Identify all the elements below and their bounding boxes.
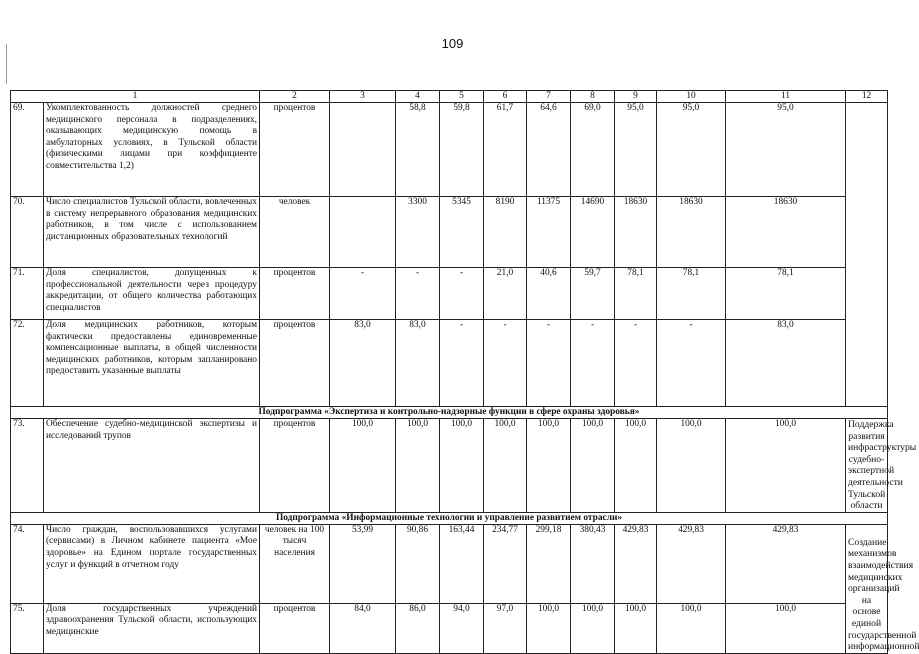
value-cell: 18630 xyxy=(726,197,846,268)
value-cell: 83,0 xyxy=(330,320,396,407)
value-cell xyxy=(330,103,396,197)
value-cell: 69,0 xyxy=(571,103,615,197)
subprogram-title: Подпрограмма «Информационные технологии и управление развитием отрасли» xyxy=(11,512,888,524)
value-cell: 100,0 xyxy=(657,419,726,513)
value-cell: 40,6 xyxy=(527,268,571,320)
indicator-name: Обеспечение судебно-медицинской экспертизы и исследований трупов xyxy=(44,419,260,513)
value-cell: 59,7 xyxy=(571,268,615,320)
value-cell: - xyxy=(484,320,527,407)
value-cell: 58,8 xyxy=(396,103,440,197)
value-cell: - xyxy=(527,320,571,407)
row-number: 71. xyxy=(11,268,44,320)
value-cell: - xyxy=(330,268,396,320)
value-cell: 299,18 xyxy=(527,524,571,603)
value-cell: 100,0 xyxy=(571,603,615,653)
table-row xyxy=(11,197,888,268)
column-header-row xyxy=(11,91,888,103)
indicator-name: Доля государственных учреждений здравоохранения Тульской области, использующих медицинские xyxy=(44,603,260,653)
value-cell: 14690 xyxy=(571,197,615,268)
value-cell: 100,0 xyxy=(396,419,440,513)
value-cell: 21,0 xyxy=(484,268,527,320)
value-cell: 100,0 xyxy=(527,603,571,653)
unit-cell: процентов xyxy=(260,268,330,320)
unit-cell: процентов xyxy=(260,603,330,653)
table-row xyxy=(11,603,888,653)
value-cell: - xyxy=(615,320,657,407)
value-cell: - xyxy=(440,320,484,407)
header-cell: 7 xyxy=(527,91,571,103)
value-cell: 100,0 xyxy=(615,603,657,653)
value-cell: 234,77 xyxy=(484,524,527,603)
binding-margin-mark xyxy=(6,44,7,84)
value-cell: 78,1 xyxy=(657,268,726,320)
value-cell: 61,7 xyxy=(484,103,527,197)
table-row xyxy=(11,103,888,197)
value-cell: 100,0 xyxy=(615,419,657,513)
indicator-name: Доля медицинских работников, которым фактически предоставлены единовременные компенсационные выплаты, в общей численности медицинских работников, которым запланировано предоставить указанные выплаты xyxy=(44,320,260,407)
expected-result: Создание механизмов взаимодействия медицинских организаций на основе единой государственной информационной xyxy=(846,524,888,653)
value-cell: 94,0 xyxy=(440,603,484,653)
value-cell: 100,0 xyxy=(726,419,846,513)
value-cell: 3300 xyxy=(396,197,440,268)
value-cell: 78,1 xyxy=(726,268,846,320)
value-cell: - xyxy=(396,268,440,320)
value-cell: 18630 xyxy=(657,197,726,268)
value-cell: 5345 xyxy=(440,197,484,268)
value-cell: 78,1 xyxy=(615,268,657,320)
value-cell: 100,0 xyxy=(440,419,484,513)
header-cell: 8 xyxy=(571,91,615,103)
value-cell: 95,0 xyxy=(726,103,846,197)
value-cell: 100,0 xyxy=(726,603,846,653)
table-row xyxy=(11,320,888,407)
value-cell: 64,6 xyxy=(527,103,571,197)
header-cell: 5 xyxy=(440,91,484,103)
value-cell: 429,83 xyxy=(726,524,846,603)
table-row xyxy=(11,524,888,603)
value-cell: 100,0 xyxy=(657,603,726,653)
value-cell: 97,0 xyxy=(484,603,527,653)
subprogram-row xyxy=(11,512,888,524)
value-cell: - xyxy=(440,268,484,320)
header-cell: 9 xyxy=(615,91,657,103)
value-cell: 8190 xyxy=(484,197,527,268)
value-cell: - xyxy=(571,320,615,407)
header-cell: 3 xyxy=(330,91,396,103)
value-cell: - xyxy=(657,320,726,407)
row-number: 72. xyxy=(11,320,44,407)
header-cell: 4 xyxy=(396,91,440,103)
value-cell: 84,0 xyxy=(330,603,396,653)
row-number: 70. xyxy=(11,197,44,268)
indicator-name: Число специалистов Тульской области, вовлеченных в систему непрерывного образования медицинских работников, в том числе с использованием дистанционных образовательных технологий xyxy=(44,197,260,268)
value-cell: 163,44 xyxy=(440,524,484,603)
value-cell: 95,0 xyxy=(615,103,657,197)
header-cell: 1 xyxy=(11,91,260,103)
table-row xyxy=(11,419,888,513)
unit-cell: человек xyxy=(260,197,330,268)
indicator-name: Укомплектованность должностей среднего медицинского персонала в подразделениях, оказывающих медицинскую помощь в амбулаторных условиях, в Тульской области (физическими лицами при коэффициенте совместительства 1,2) xyxy=(44,103,260,197)
value-cell: 90,86 xyxy=(396,524,440,603)
value-cell: 100,0 xyxy=(330,419,396,513)
unit-cell: процентов xyxy=(260,320,330,407)
result-cell-empty xyxy=(846,103,888,407)
subprogram-title: Подпрограмма «Экспертиза и контрольно-надзорные функции в сфере охраны здоровья» xyxy=(11,407,888,419)
indicator-name: Число граждан, воспользовавшихся услугами (сервисами) в Личном кабинете пациента «Мое здоровье» на Едином портале государственных услуг и функций в отчетном году xyxy=(44,524,260,603)
value-cell: 100,0 xyxy=(571,419,615,513)
indicator-name: Доля специалистов, допущенных к профессиональной деятельности через процедуру аккредитации, от общего количества работающих специалистов xyxy=(44,268,260,320)
value-cell: 100,0 xyxy=(527,419,571,513)
row-number: 69. xyxy=(11,103,44,197)
header-cell: 10 xyxy=(657,91,726,103)
header-cell: 12 xyxy=(846,91,888,103)
value-cell: 83,0 xyxy=(726,320,846,407)
row-number: 74. xyxy=(11,524,44,603)
value-cell: 100,0 xyxy=(484,419,527,513)
unit-cell: человек на 100 тысяч населения xyxy=(260,524,330,603)
value-cell: 53,99 xyxy=(330,524,396,603)
unit-cell: процентов xyxy=(260,103,330,197)
value-cell: 95,0 xyxy=(657,103,726,197)
row-number: 75. xyxy=(11,603,44,653)
value-cell: 429,83 xyxy=(615,524,657,603)
value-cell: 59,8 xyxy=(440,103,484,197)
unit-cell: процентов xyxy=(260,419,330,513)
value-cell: 86,0 xyxy=(396,603,440,653)
value-cell: 83,0 xyxy=(396,320,440,407)
page-number: 109 xyxy=(441,36,464,51)
value-cell xyxy=(330,197,396,268)
header-cell: 6 xyxy=(484,91,527,103)
value-cell: 18630 xyxy=(615,197,657,268)
subprogram-row xyxy=(11,407,888,419)
row-number: 73. xyxy=(11,419,44,513)
value-cell: 380,43 xyxy=(571,524,615,603)
header-cell: 11 xyxy=(726,91,846,103)
value-cell: 11375 xyxy=(527,197,571,268)
indicators-table xyxy=(10,90,919,654)
expected-result: Поддержка развития инфраструктуры судебно-экспертной деятельности Тульской области xyxy=(846,419,888,513)
table-row xyxy=(11,268,888,320)
value-cell: 429,83 xyxy=(657,524,726,603)
header-cell: 2 xyxy=(260,91,330,103)
